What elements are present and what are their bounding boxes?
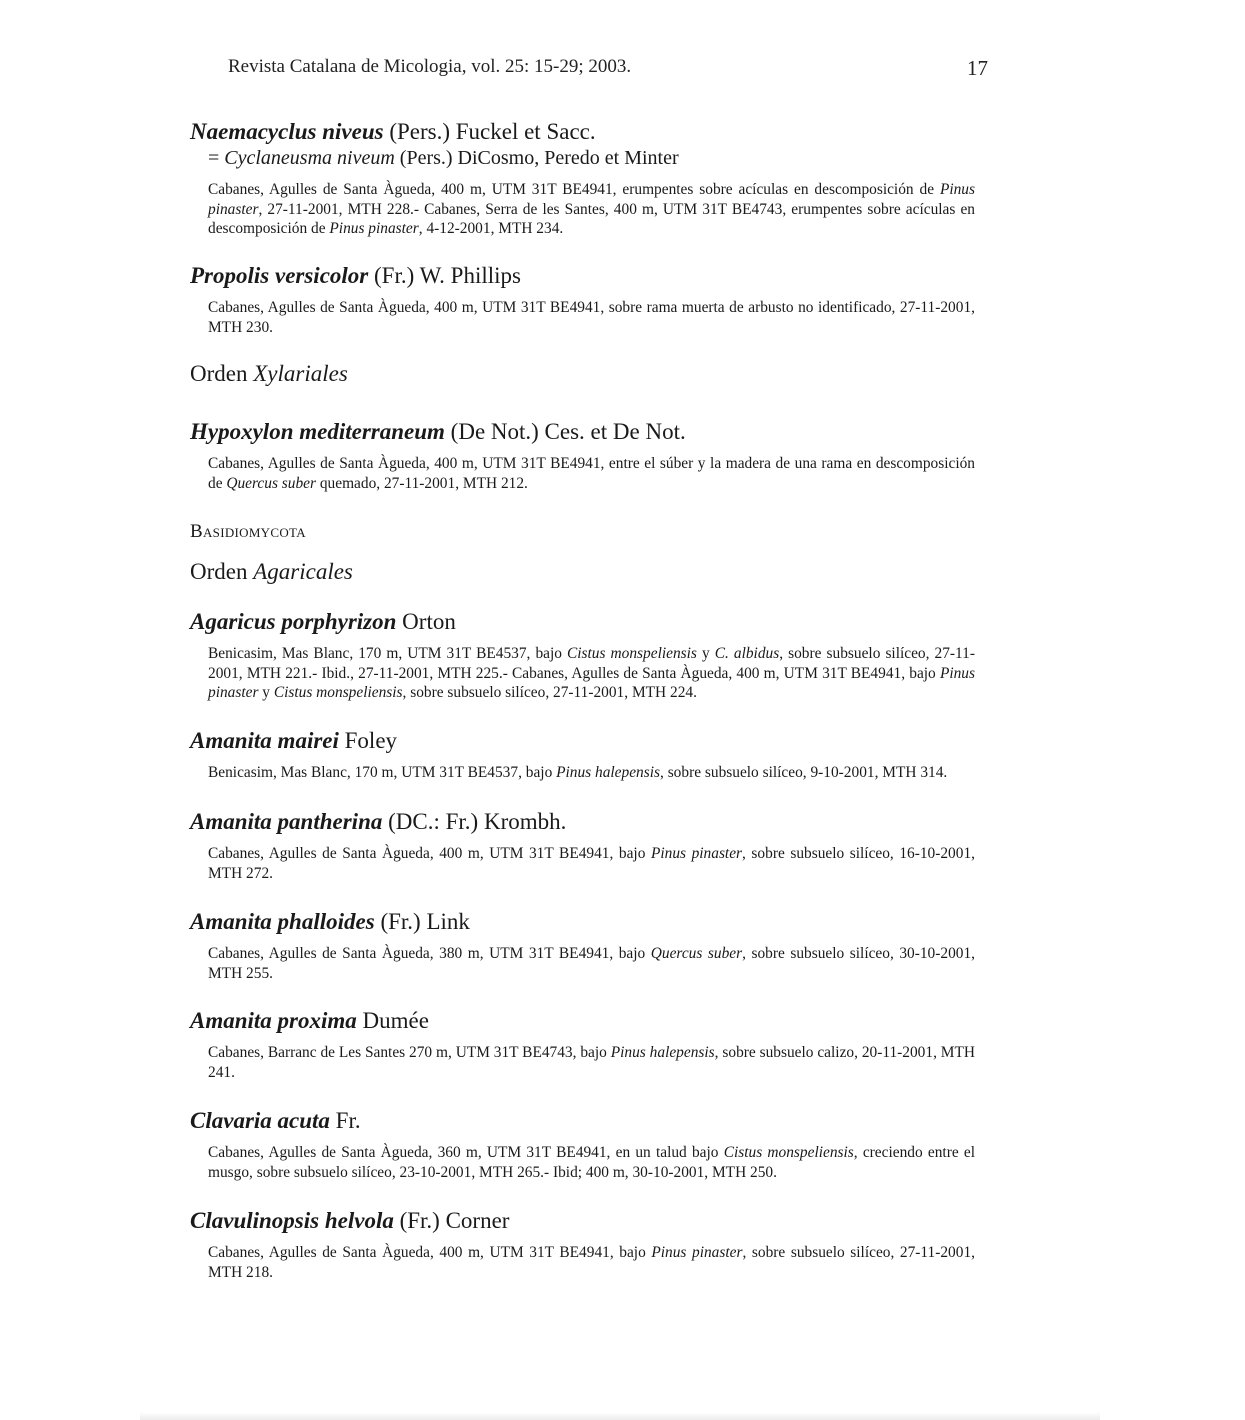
synonym-name: Cyclaneusma niveum [224, 147, 395, 169]
order-heading: Orden Agaricales [190, 559, 353, 584]
species-name: Amanita pantherina [190, 809, 383, 834]
species-name: Propolis versicolor [190, 263, 369, 288]
collection-record: Benicasim, Mas Blanc, 170 m, UTM 31T BE4537, bajo Pinus halepensis, sobre subsuelo silíceo, 9-10-2001, MTH 314. [208, 764, 948, 781]
species-name: Hypoxylon mediterraneum [190, 419, 445, 444]
species-name: Amanita mairei [190, 728, 339, 753]
species-entry [190, 1107, 980, 1182]
species-entry [190, 118, 980, 239]
species-entry [190, 1207, 980, 1282]
species-entry [190, 908, 980, 983]
species-author: (DC.: Fr.) Krombh. [382, 809, 567, 834]
synonym-author: (Pers.) DiCosmo, Peredo et Minter [394, 147, 679, 169]
species-author: Orton [396, 609, 456, 634]
species-author: Foley [338, 728, 398, 753]
collection-record: Cabanes, Agulles de Santa Àgueda, 400 m, UTM 31T BE4941, bajo Pinus pinaster, sobre subsuelo silíceo, 27-11-2001, MTH 218. [208, 1244, 975, 1281]
species-name: Clavaria acuta [190, 1108, 330, 1133]
species-title [190, 418, 980, 446]
division-name: Basidiomycota [190, 521, 306, 542]
species-name: Agaricus porphyrizon [190, 609, 397, 634]
collection-record: Cabanes, Agulles de Santa Àgueda, 380 m, UTM 31T BE4941, bajo Quercus suber, sobre subsuelo silíceo, 30-10-2001, MTH 255. [208, 945, 975, 982]
species-title [190, 608, 980, 636]
collection-record: Cabanes, Agulles de Santa Àgueda, 400 m, UTM 31T BE4941, bajo Pinus pinaster, sobre subsuelo silíceo, 16-10-2001, MTH 272. [208, 845, 975, 882]
journal-citation: Revista Catalana de Micologia, vol. 25: 15-29; 2003. [228, 56, 632, 77]
species-title [190, 1207, 980, 1235]
species-author: (Fr.) Corner [393, 1208, 510, 1233]
species-entry [190, 1007, 980, 1082]
species-title [190, 1107, 980, 1135]
collection-record: Cabanes, Agulles de Santa Àgueda, 360 m, UTM 31T BE4941, en un talud bajo Cistus monspeliensis, creciendo entre el musgo, sobre subsuelo silíceo, 23-10-2001, MTH 265.- Ibid; 400 m, 30-10-2001, MTH 250. [208, 1144, 975, 1181]
species-author: (Fr.) W. Phillips [368, 263, 521, 288]
order-heading: Orden Xylariales [190, 361, 348, 386]
collection-record: Benicasim, Mas Blanc, 170 m, UTM 31T BE4537, bajo Cistus monspeliensis y C. albidus, sobre subsuelo silíceo, 27-11-2001, MTH 221.- Ibid., 27-11-2001, MTH 225.- Cabanes, Agulles de Santa Àgueda, 400 m, UTM 31T BE4941, bajo Pinus pinaster y Cistus monspeliensis, sobre subsuelo silíceo, 27-11-2001, MTH 224. [208, 645, 975, 701]
species-entry [190, 262, 980, 337]
species-title [190, 808, 980, 836]
order-name: Xylariales [253, 361, 348, 386]
species-author: Dumée [356, 1008, 429, 1033]
species-author: Fr. [329, 1108, 361, 1133]
synonym-line: = Cyclaneusma niveum (Pers.) DiCosmo, Peredo et Minter [208, 147, 679, 169]
species-author: (De Not.) Ces. et De Not. [444, 419, 686, 444]
species-title [190, 1007, 980, 1035]
species-entry [190, 608, 980, 703]
species-name: Amanita proxima [190, 1008, 357, 1033]
species-name: Clavulinopsis helvola [190, 1208, 394, 1233]
page-number: 17 [967, 56, 988, 80]
species-author: (Pers.) Fuckel et Sacc. [383, 119, 596, 144]
collection-record: Cabanes, Barranc de Les Santes 270 m, UTM 31T BE4743, bajo Pinus halepensis, sobre subsuelo calizo, 20-11-2001, MTH 241. [208, 1044, 975, 1081]
species-name: Amanita phalloides [190, 909, 375, 934]
division-heading [190, 520, 980, 544]
collection-record: Cabanes, Agulles de Santa Àgueda, 400 m, UTM 31T BE4941, erumpentes sobre acículas en descomposición de Pinus pinaster, 27-11-2001, MTH 228.- Cabanes, Serra de les Santes, 400 m, UTM 31T BE4743, erumpentes sobre acículas en descomposición de Pinus pinaster, 4-12-2001, MTH 234. [208, 181, 975, 237]
collection-record: Cabanes, Agulles de Santa Àgueda, 400 m, UTM 31T BE4941, sobre rama muerta de arbusto no identificado, 27-11-2001, MTH 230. [208, 299, 975, 336]
species-title [190, 727, 980, 755]
species-entry [190, 808, 980, 883]
scan-edge-shadow [140, 1412, 1100, 1420]
species-entry [190, 727, 980, 783]
species-author: (Fr.) Link [374, 909, 470, 934]
collection-record: Cabanes, Agulles de Santa Àgueda, 400 m, UTM 31T BE4941, entre el súber y la madera de una rama en descomposición de Quercus suber quemado, 27-11-2001, MTH 212. [208, 455, 975, 492]
species-entry [190, 418, 980, 493]
species-title [190, 908, 980, 936]
species-name: Naemacyclus niveus [190, 119, 384, 144]
order-name: Agaricales [253, 559, 353, 584]
species-title [190, 118, 980, 146]
species-title [190, 262, 980, 290]
